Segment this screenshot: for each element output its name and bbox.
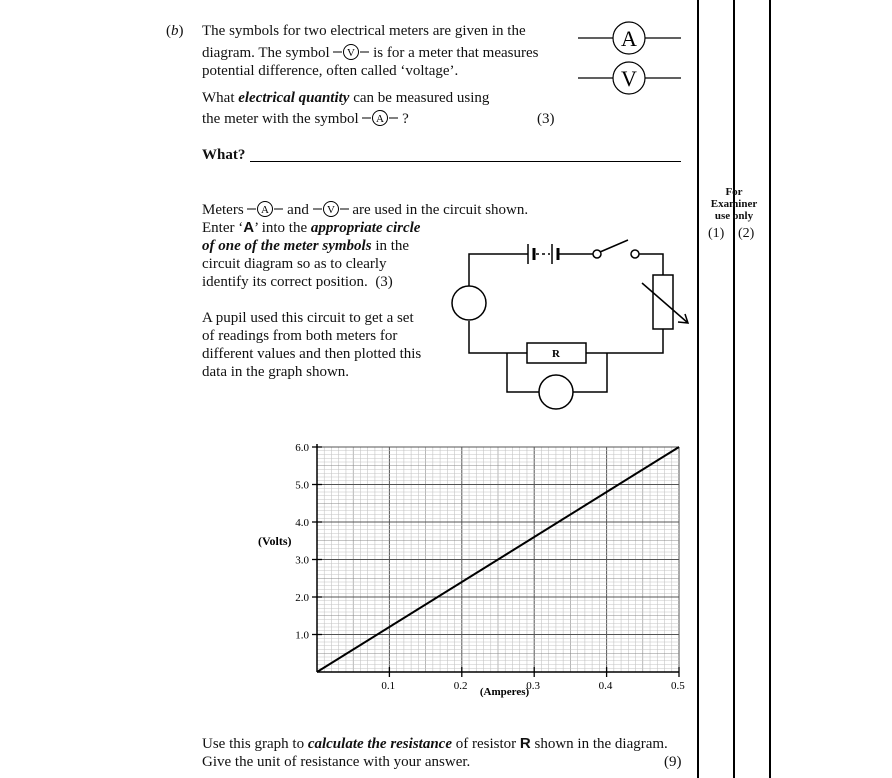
circuit-text-line3: of one of the meter symbols in the: [202, 238, 410, 254]
circuit-text-line2: Enter ‘A’ into the appropriate circle: [202, 219, 421, 236]
bottom-meter-circle: [539, 375, 573, 409]
voltmeter-symbol-letter: V: [621, 66, 637, 91]
ammeter-mini-icon: [362, 111, 398, 129]
final-marks: (9): [664, 754, 682, 770]
voltmeter-mini-icon: [333, 45, 369, 63]
y-tick-label: 2.0: [295, 592, 309, 604]
circuit-diagram: [450, 233, 690, 408]
resistor-r-label: R: [552, 348, 560, 360]
x-tick-label: 0.3: [526, 680, 540, 692]
intro-line3: potential difference, often called ‘voltage’.: [202, 63, 459, 79]
examiner-line2: Examiner: [710, 198, 758, 210]
pupil-text-line2: of readings from both meters for: [202, 328, 398, 344]
answer-line[interactable]: [250, 161, 681, 162]
switch-lever: [600, 240, 628, 252]
meter-symbols-diagram: [578, 18, 693, 98]
wire-bottom-left: [469, 321, 527, 353]
x-tick-label: 0.2: [453, 680, 468, 692]
margin-line-right: [769, 0, 771, 778]
y-tick-label: 5.0: [295, 479, 309, 492]
wire-top-right: [639, 254, 663, 275]
y-tick-label: 1.0: [295, 629, 309, 642]
part-label: (b): [166, 23, 184, 39]
ammeter-mini-letter: A: [376, 112, 385, 125]
switch-contact-right: [631, 250, 639, 258]
ammeter-inline-letter: A: [261, 203, 270, 216]
x-tick-label: 0.5: [671, 680, 685, 692]
switch-contact-left: [593, 250, 601, 258]
x-tick-label: 0.1: [381, 680, 396, 692]
graph-y-axis-label: (Volts): [258, 533, 292, 548]
intro-line1: The symbols for two electrical meters are given in the: [202, 23, 526, 39]
pupil-text-line3: different values and then plotted this: [202, 346, 422, 362]
y-tick-label: 6.0: [295, 442, 309, 454]
question1-marks: (3): [537, 111, 555, 127]
final-line1: Use this graph to calculate the resistance of resistor R shown in the diagram.: [202, 735, 668, 752]
circuit-text-line1: Meters A and V are used in the circuit shown.: [202, 202, 529, 218]
question1-line2: the meter with the symbol A ?: [202, 111, 409, 127]
margin-line-left: [697, 0, 699, 778]
intro-line2: diagram. The symbol V is for a meter that measures: [202, 45, 539, 61]
circuit-text-line5: identify its correct position. (3): [202, 274, 393, 290]
final-line2: Give the unit of resistance with your answer.: [202, 754, 471, 770]
ammeter-inline-icon: [247, 202, 283, 220]
examiner-col2-mark: (2): [738, 226, 755, 241]
circuit-text-line4: circuit diagram so as to clearly: [202, 256, 387, 272]
answer-prompt: What?: [202, 147, 246, 163]
pupil-text-line1: A pupil used this circuit to get a set: [202, 310, 414, 326]
ammeter-symbol-letter: A: [621, 26, 637, 51]
question1-line1: What electrical quantity can be measured using: [202, 90, 490, 106]
y-tick-label: 3.0: [295, 554, 309, 567]
examiner-line3: use only: [714, 210, 754, 222]
margin-line-middle: [733, 0, 735, 778]
voltmeter-mini-letter: V: [347, 46, 356, 59]
voltmeter-inline-icon: [313, 202, 349, 220]
examiner-box: [703, 186, 765, 222]
x-tick-label: 0.4: [598, 680, 613, 692]
pupil-text-line4: data in the graph shown.: [202, 364, 350, 380]
y-tick-label: 4.0: [295, 517, 309, 529]
voltage-current-graph: [250, 440, 685, 715]
graph-x-axis-label: (Amperes): [479, 686, 530, 698]
left-meter-circle: [452, 286, 486, 320]
voltmeter-inline-letter: V: [326, 203, 335, 216]
examiner-line1: For: [725, 186, 743, 198]
examiner-col1-mark: (1): [708, 226, 725, 241]
wire-right-bottom: [586, 329, 663, 353]
